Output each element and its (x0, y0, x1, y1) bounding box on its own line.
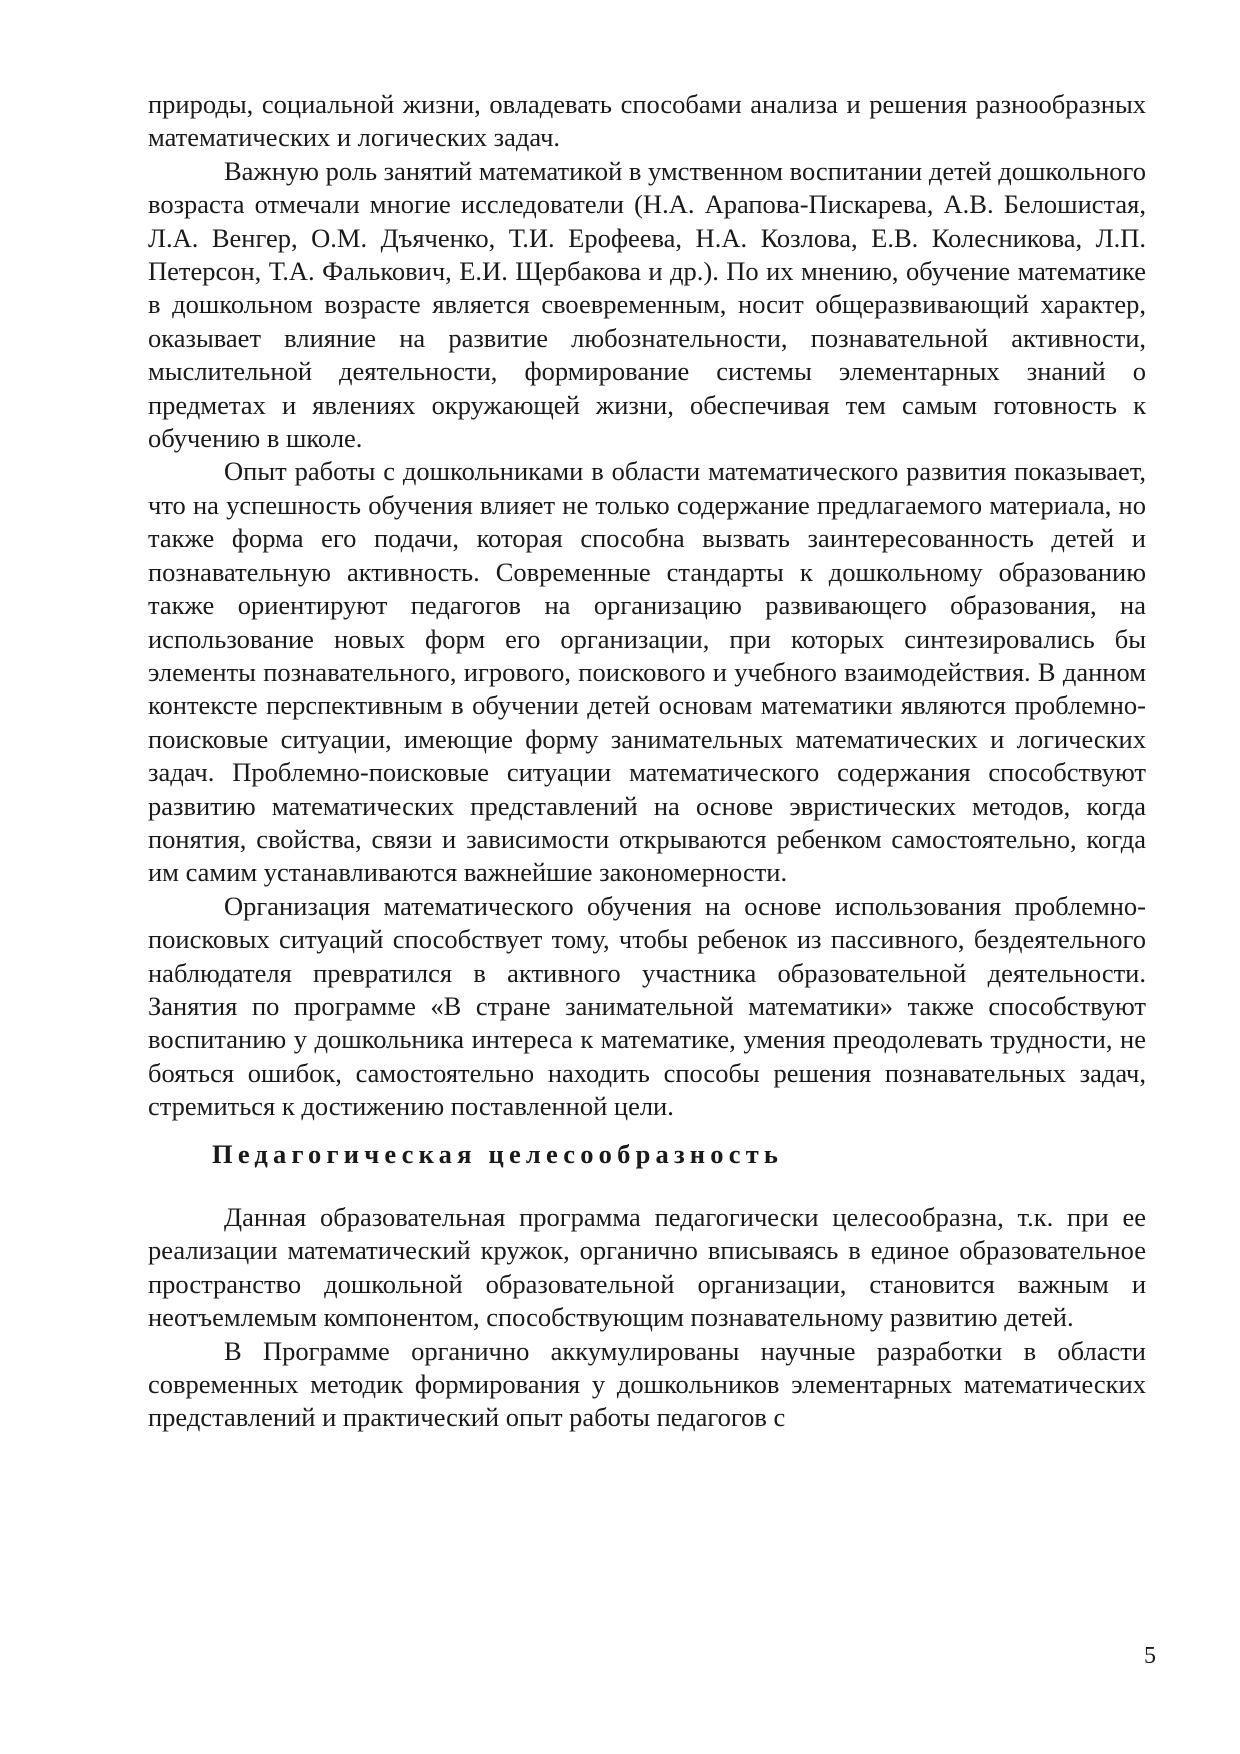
page-body (148, 88, 1146, 1435)
paragraph-researchers: Важную роль занятий математикой в умственном воспитании детей дошкольного возраста отмечали многие исследователи (Н.А. Арапова-Пискарева, А.В. Белошистая, Л.А. Венгер, О.М. Дъяченко, Т.И. Ерофеева, Н.А. Козлова, Е.В. Колесникова, Л.П. Петерсон, Т.А. Фалькович, Е.И. Щербакова и др.). По их мнению, обучение математике в дошкольном возрасте является своевременным, носит общеразвивающий характер, оказывает влияние на развитие любознательности, познавательной активности, мыслительной деятельности, формирование системы элементарных знаний о предметах и явлениях окружающей жизни, обеспечивая тем самым готовность к обучению в школе. (148, 155, 1147, 454)
paragraph-continuation: природы, социальной жизни, овладевать способами анализа и решения разнообразных математических и логических задач. (148, 89, 1146, 153)
paragraph-experience: Опыт работы с дошкольниками в области математического развития показывает, что на успешность обучения влияет не только содержание предлагаемого материала, но также форма его подачи, которая способна вызвать заинтересованность детей и познавательную активность. Современные стандарты к дошкольному образованию также ориентируют педагогов на организацию развивающего образования, на использование новых форм его организации, при которых синтезировались бы элементы познавательного, игрового, поискового и учебного взаимодействия. В данном контексте перспективным в обучении детей основам математики являются проблемно-поисковые ситуации, имеющие форму занимательных математических и логических задач. Проблемно-поисковые ситуации математического содержания способствуют развитию математических представлений на основе эвристических методов, когда понятия, свойства, связи и зависимости открываются ребенком самостоятельно, когда им самим устанавливаются важнейшие закономерности. (148, 456, 1146, 888)
paragraph-expediency: Данная образовательная программа педагогически целесообразна, т.к. при ее реализации математический кружок, органично вписываясь в единое образовательное пространство дошкольной образовательной организации, становится важным и неотъемлемым компонентом, способствующим познавательному развитию детей. (148, 1202, 1146, 1333)
page-number: 5 (1144, 1643, 1156, 1669)
paragraph-organization: Организация математического обучения на основе использования проблемно-поисковых ситуаций способствует тому, чтобы ребенок из пассивного, бездеятельного наблюдателя превратился в активного участника образовательной деятельности. Занятия по программе «В стране занимательной математики» также способствуют воспитанию у дошкольника интереса к математике, умения преодолевать трудности, не бояться ошибок, самостоятельно находить способы решения познавательных задач, стремиться к достижению поставленной цели. (148, 890, 1146, 1122)
paragraph-program: В Программе органично аккумулированы научные разработки в области современных методик формирования у дошкольников элементарных математических представлений и практический опыт работы педагогов с (148, 1335, 1146, 1433)
section-heading: Педагогическая целесообразность (212, 1138, 784, 1169)
